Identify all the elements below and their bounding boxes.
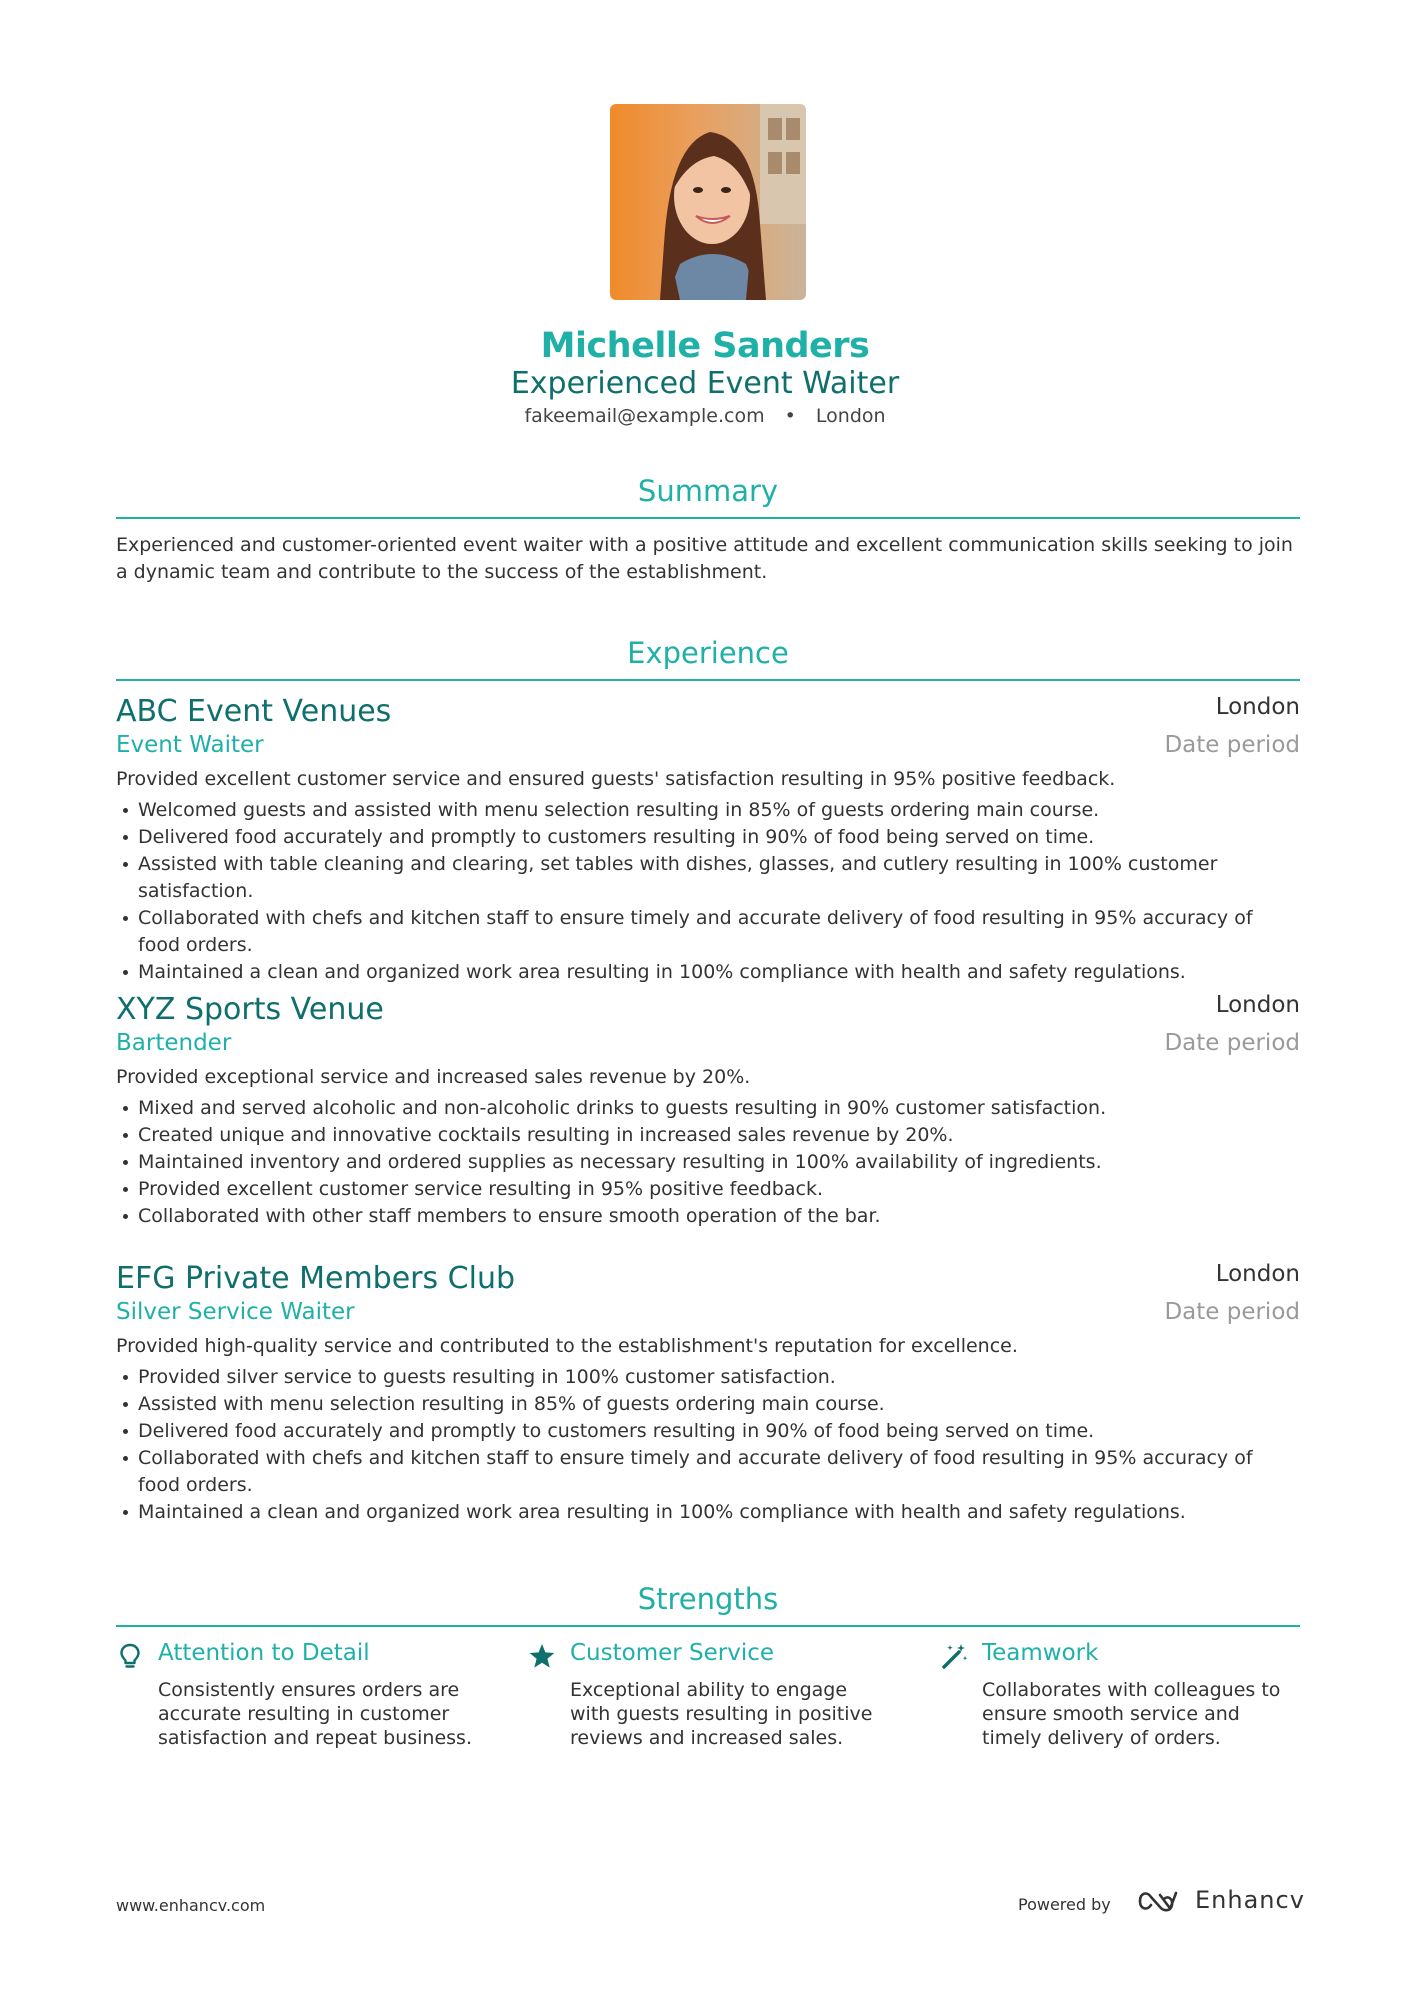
job-company: ABC Event Venues xyxy=(116,694,392,729)
powered-by-label: Powered by xyxy=(1018,1895,1111,1914)
job-position: Event Waiter xyxy=(116,732,264,758)
job-bullet: Maintained a clean and organized work area resulting in 100% compliance with health and safety regulations. xyxy=(116,1499,1300,1526)
candidate-title: Experienced Event Waiter xyxy=(510,366,900,401)
job-bullets xyxy=(116,797,1300,986)
summary-heading: Summary xyxy=(637,474,779,508)
job-period: Date period xyxy=(1164,1030,1300,1056)
magic-wand-icon xyxy=(940,1642,968,1670)
brand-name: Enhancv xyxy=(1195,1886,1305,1914)
job-description: Provided high-quality service and contributed to the establishment's reputation for excellence. xyxy=(116,1335,1018,1357)
job-bullet: Maintained a clean and organized work area resulting in 100% compliance with health and safety regulations. xyxy=(116,959,1300,986)
job-bullet: Collaborated with other staff members to ensure smooth operation of the bar. xyxy=(116,1203,1300,1230)
job-entry xyxy=(116,1261,1300,1526)
strength-description: Collaborates with colleagues to ensure smooth service and timely delivery of orders. xyxy=(982,1679,1281,1749)
job-bullet: Assisted with table cleaning and clearing, set tables with dishes, glasses, and cutlery resulting in 100% customer satisfaction. xyxy=(116,851,1300,905)
contact-location: London xyxy=(815,405,886,427)
job-bullet: Delivered food accurately and promptly to customers resulting in 90% of food being served on time. xyxy=(116,1418,1300,1445)
experience-heading: Experience xyxy=(627,636,789,670)
summary-divider xyxy=(116,517,1300,519)
strength-description: Exceptional ability to engage with guests resulting in positive reviews and increased sales. xyxy=(570,1679,873,1749)
job-bullet: Provided silver service to guests resulting in 100% customer satisfaction. xyxy=(116,1364,1300,1391)
job-bullets xyxy=(116,1095,1300,1230)
footer-url[interactable]: www.enhancv.com xyxy=(116,1896,266,1915)
candidate-name: Michelle Sanders xyxy=(540,326,870,366)
job-bullet: Welcomed guests and assisted with menu selection resulting in 85% of guests ordering main course. xyxy=(116,797,1300,824)
experience-divider xyxy=(116,679,1300,681)
strengths-divider xyxy=(116,1625,1300,1627)
job-location: London xyxy=(1215,694,1300,720)
lightbulb-icon xyxy=(116,1642,144,1670)
job-period: Date period xyxy=(1164,732,1300,758)
job-bullet: Maintained inventory and ordered supplies as necessary resulting in 100% availability of ingredients. xyxy=(116,1149,1300,1176)
email-link[interactable]: fakeemail@example.com xyxy=(524,405,765,427)
strengths-heading: Strengths xyxy=(637,1582,779,1616)
job-entry xyxy=(116,992,1300,1230)
contact-line xyxy=(0,405,1410,427)
job-bullet: Collaborated with chefs and kitchen staff to ensure timely and accurate delivery of food resulting in 95% accuracy of food orders. xyxy=(116,1445,1300,1499)
strength-title: Attention to Detail xyxy=(158,1640,370,1666)
job-company: EFG Private Members Club xyxy=(116,1261,516,1296)
job-company: XYZ Sports Venue xyxy=(116,992,384,1027)
job-bullet: Created unique and innovative cocktails resulting in increased sales revenue by 20%. xyxy=(116,1122,1300,1149)
job-bullet: Provided excellent customer service resulting in 95% positive feedback. xyxy=(116,1176,1300,1203)
job-description: Provided excellent customer service and ensured guests' satisfaction resulting in 95% positive feedback. xyxy=(116,768,1116,790)
enhancv-logo-icon xyxy=(1137,1887,1183,1915)
job-entry xyxy=(116,694,1300,986)
job-location: London xyxy=(1215,1261,1300,1287)
strength-title: Teamwork xyxy=(982,1640,1099,1666)
job-bullet: Collaborated with chefs and kitchen staff to ensure timely and accurate delivery of food resulting in 95% accuracy of food orders. xyxy=(116,905,1300,959)
job-period: Date period xyxy=(1164,1299,1300,1325)
strength-description: Consistently ensures orders are accurate resulting in customer satisfaction and repeat business. xyxy=(158,1679,472,1749)
job-bullet: Assisted with menu selection resulting in 85% of guests ordering main course. xyxy=(116,1391,1300,1418)
job-bullet: Mixed and served alcoholic and non-alcoholic drinks to guests resulting in 90% customer satisfaction. xyxy=(116,1095,1300,1122)
profile-photo xyxy=(610,104,806,300)
job-bullet: Delivered food accurately and promptly to customers resulting in 90% of food being served on time. xyxy=(116,824,1300,851)
job-bullets xyxy=(116,1364,1300,1526)
job-description: Provided exceptional service and increased sales revenue by 20%. xyxy=(116,1066,751,1088)
strength-title: Customer Service xyxy=(570,1640,775,1666)
summary-text: Experienced and customer-oriented event waiter with a positive attitude and excellent communication skills seeking to join a dynamic team and contribute to the success of the establishment. xyxy=(116,534,1293,583)
job-position: Silver Service Waiter xyxy=(116,1299,355,1325)
job-position: Bartender xyxy=(116,1030,232,1056)
job-location: London xyxy=(1215,992,1300,1018)
contact-separator: • xyxy=(784,405,796,427)
star-icon xyxy=(528,1642,556,1670)
